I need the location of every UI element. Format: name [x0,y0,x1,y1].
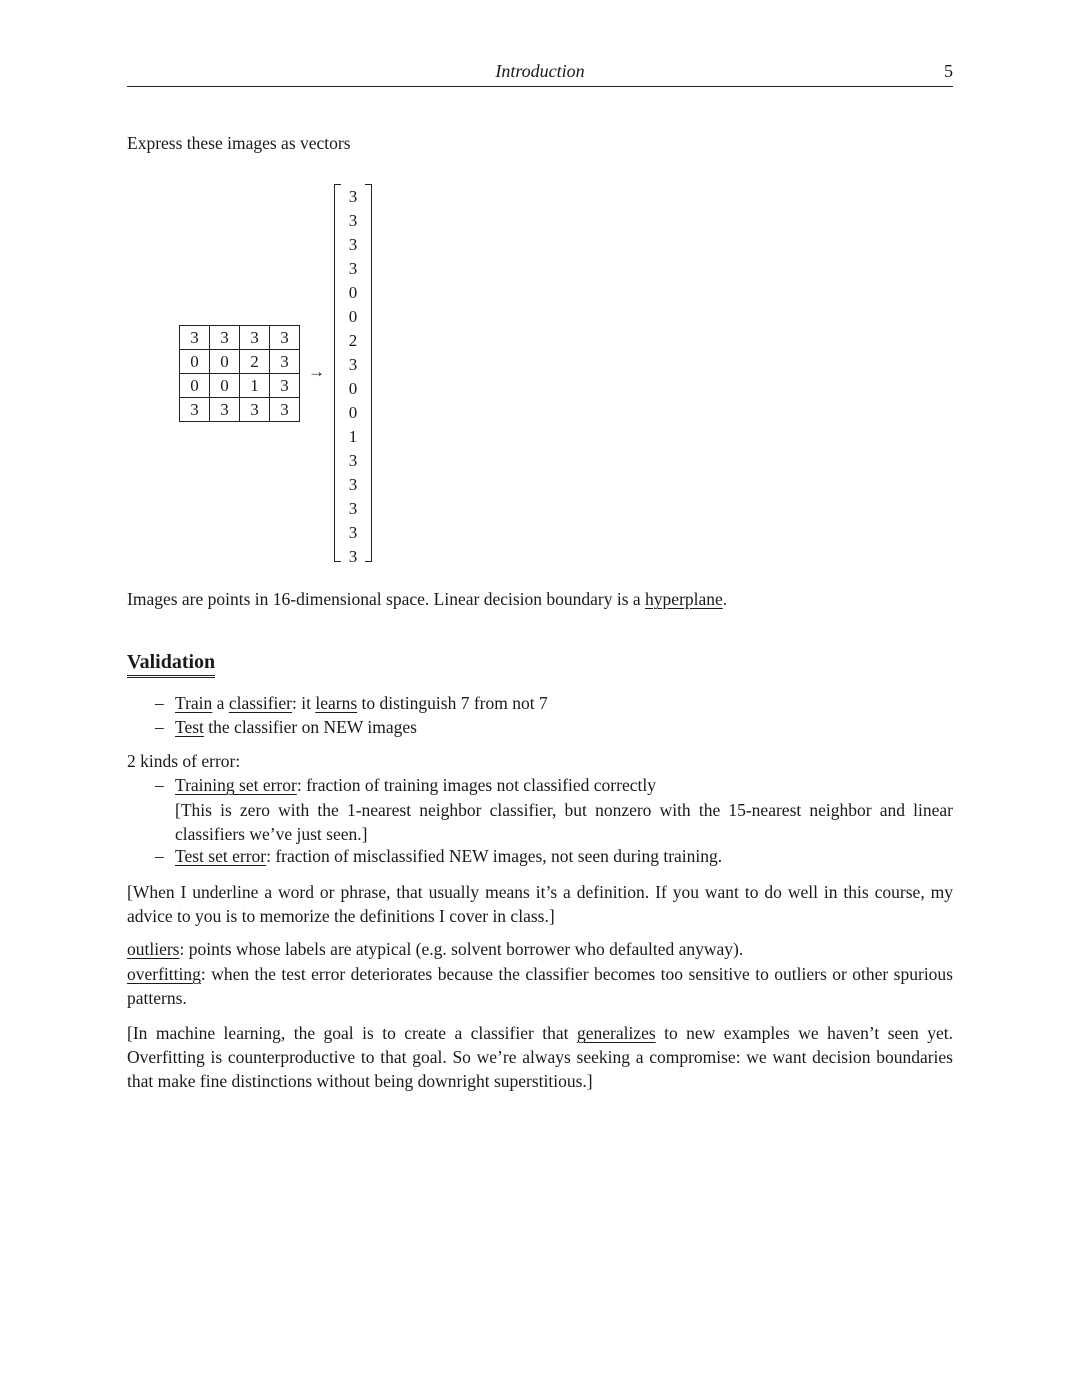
error-kind-item [127,775,656,796]
vector-entry: 0 [348,379,358,398]
grid-cell: 3 [180,326,210,350]
image-grid [179,325,300,422]
vector-entry: 3 [348,523,358,542]
hyperplane-term: hyperplane [645,589,723,609]
vector-entry: 0 [348,283,358,302]
term-classifier: classifier [228,693,292,713]
grid-cell: 3 [270,326,300,350]
vector-entry: 0 [348,307,358,326]
right-arrow-icon: → [308,362,325,381]
running-header [127,60,953,87]
grid-cell: 3 [210,398,240,422]
term-training-set-error: Training set error [175,775,297,795]
grid-cell: 2 [240,350,270,374]
vector-entry: 3 [348,451,358,470]
page-number: 5 [944,61,953,81]
column-vector [334,184,372,566]
kinds-label: 2 kinds of error: [127,751,241,771]
error-desc: : fraction of misclassified NEW images, not seen during training. [266,846,723,866]
term-train: Train [175,693,213,713]
intro-line: Express these images as vectors [127,133,351,153]
vector-entry: 2 [348,331,358,350]
grid-cell: 3 [240,326,270,350]
vector-entry: 3 [348,187,358,206]
document-page [127,0,953,1397]
points-line [127,589,727,610]
section-heading-validation: Validation [127,651,215,678]
grid-cell: 3 [270,398,300,422]
bullet-item [127,717,417,738]
vector-entry: 1 [348,427,358,446]
definition-text: : points whose labels are atypical (e.g. solvent borrower who defaulted anyway). [179,939,744,959]
dash-icon: – [155,693,164,713]
grid-cell: 0 [180,374,210,398]
term-learns: learns [315,693,358,713]
grid-row [180,326,300,350]
vector-entry: 3 [348,355,358,374]
header-title: Introduction [495,61,585,81]
grid-row [180,350,300,374]
term-outliers: outliers [127,939,180,959]
bullet-text: to distinguish 7 from not 7 [357,693,548,713]
grid-cell: 0 [210,374,240,398]
ml-note [127,1021,953,1093]
overfitting-definition [127,962,953,1010]
error-note: [This is zero with the 1-nearest neighbor classifier, but nonzero with the 15-nearest neighbor and linear classifiers we’ve just seen.] [175,800,953,844]
grid-cell: 3 [240,398,270,422]
definition-text: : when the test error deteriorates because the classifier becomes too sensitive to outliers or other spurious patterns. [127,964,953,1008]
term-generalizes: generalizes [576,1023,656,1043]
vector-entry: 0 [348,403,358,422]
term-test-set-error: Test set error [175,846,267,866]
vector-entry: 3 [348,547,358,566]
bullet-text: : it [292,693,316,713]
vector-entry: 3 [348,211,358,230]
bullet-item [127,693,548,714]
term-overfitting: overfitting [127,964,201,984]
vector-entry: 3 [348,235,358,254]
outliers-definition [127,939,743,960]
error-desc: : fraction of training images not classified correctly [296,775,656,795]
bullet-text: a [212,693,229,713]
bullet-text: the classifier on NEW images [203,717,417,737]
points-end: . [722,589,728,609]
vector-entry: 3 [348,475,358,494]
grid-cell: 1 [240,374,270,398]
note-text: to new examples we haven’t seen yet. Overfitting is counterproductive to that goal. So we’re always seeking a compromise: we want decision boundaries that make fine distinctions without being downright superstitious.] [127,1023,953,1091]
grid-cell: 3 [180,398,210,422]
grid-row [180,398,300,422]
points-text: Images are points in 16-dimensional space. Linear decision boundary is a [127,589,646,609]
grid-cell: 3 [270,374,300,398]
grid-cell: 0 [210,350,240,374]
error-kind-item [127,846,722,867]
dash-icon: – [155,717,164,737]
vector-entry: 3 [348,259,358,278]
dash-icon: – [155,775,164,795]
term-test: Test [175,717,204,737]
vector-entry: 3 [348,499,358,518]
grid-cell: 3 [270,350,300,374]
grid-cell: 0 [180,350,210,374]
grid-cell: 3 [210,326,240,350]
underline-note: [When I underline a word or phrase, that usually means it’s a definition. If you want to do well in this course, my advice to you is to memorize the definitions I cover in class.] [127,882,953,926]
vector-entries [334,185,372,569]
dash-icon: – [155,846,164,866]
grid-row [180,374,300,398]
note-text: [In machine learning, the goal is to create a classifier that [127,1023,577,1043]
